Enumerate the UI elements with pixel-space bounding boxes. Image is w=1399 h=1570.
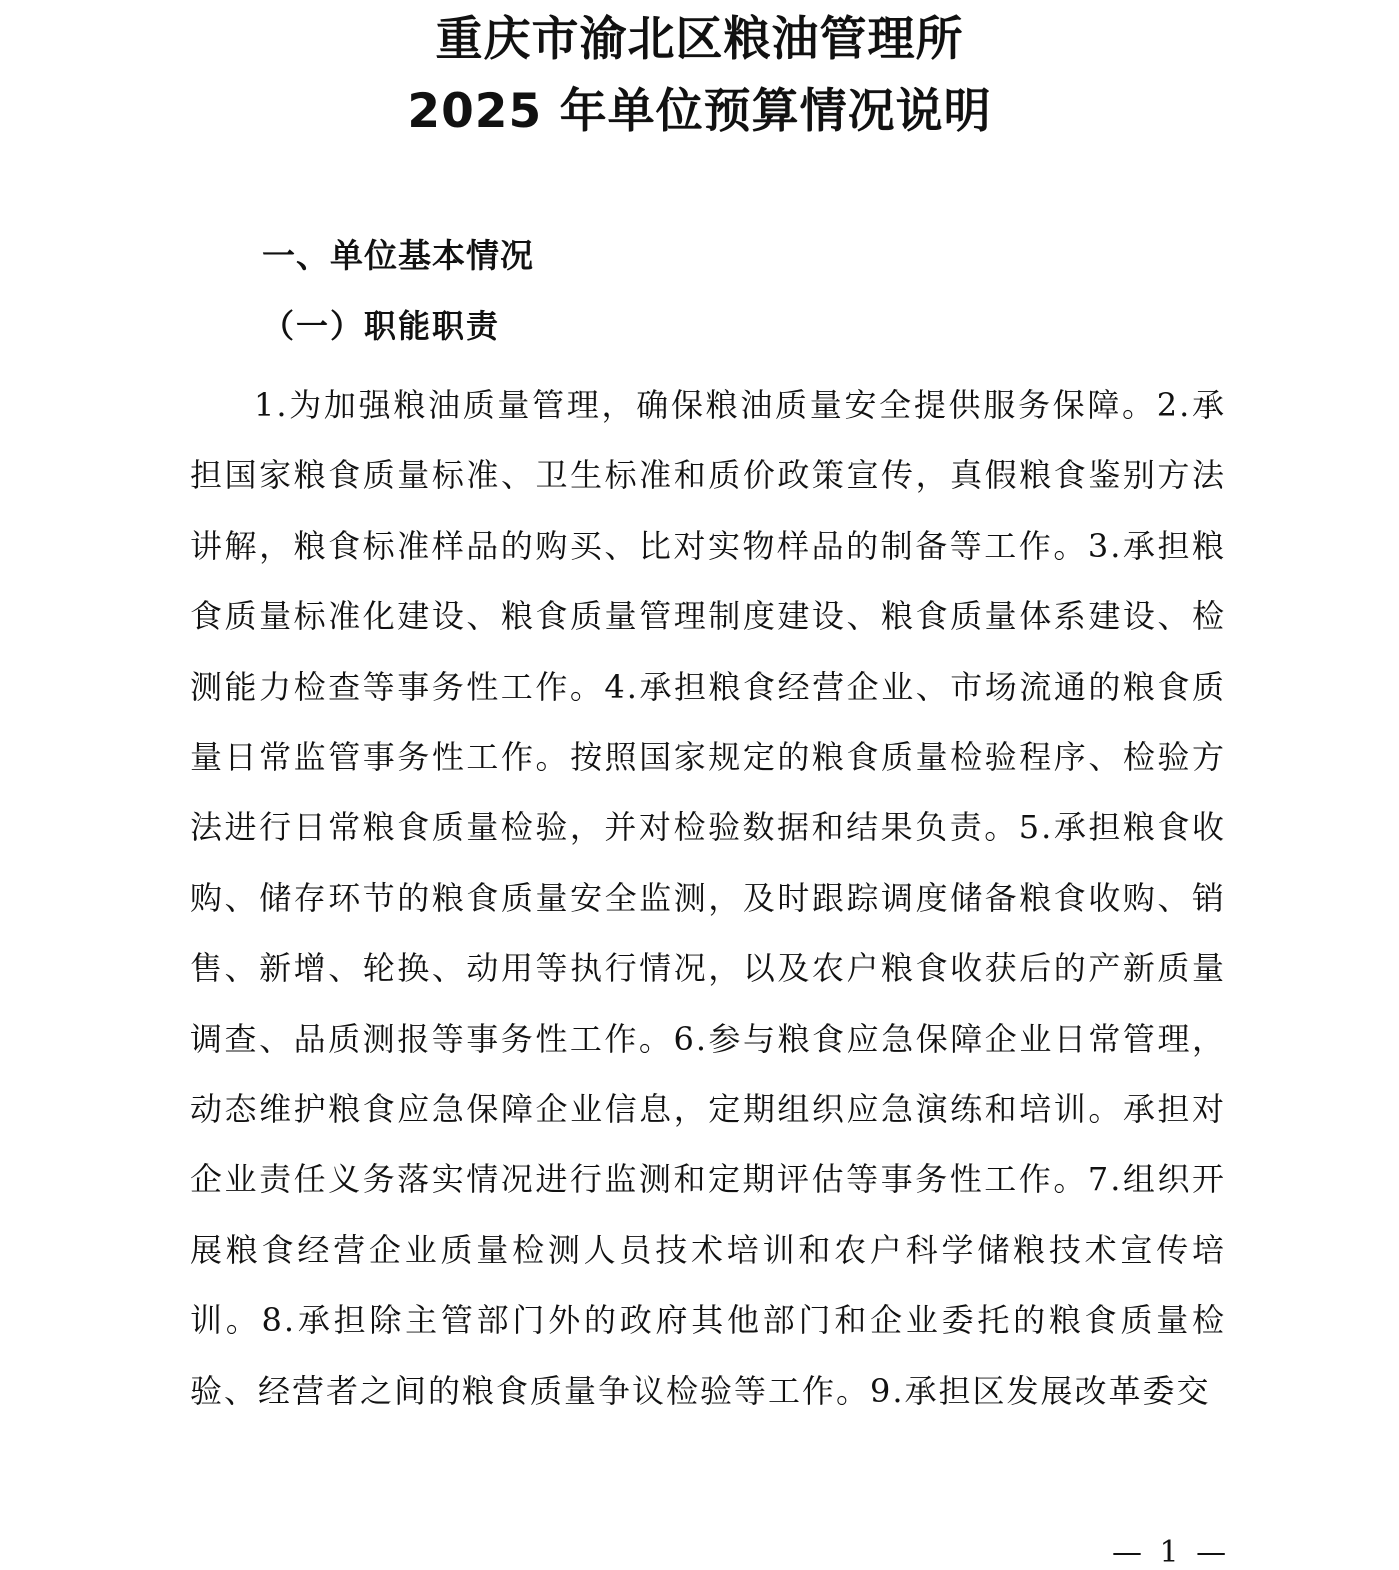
page-number: — 1 — xyxy=(1112,1535,1231,1570)
subsection-heading: （一）职能职责 xyxy=(262,307,501,345)
document-title-line2: 2025 年单位预算情况说明 xyxy=(407,84,992,139)
section-heading: 一、单位基本情况 xyxy=(262,236,534,275)
body-paragraph: 1.为加强粮油质量管理，确保粮油质量安全提供服务保障。2.承担国家粮食质量标准、卫生标准和质价政策宣传，真假粮食鉴别方法讲解，粮食标准样品的购买、比对实物样品的制备等工作。3.承担粮食质量标准化建设、粮食质量管理制度建设、粮食质量体系建设、检测能力检查等事务性工作。4.承担粮食经营企业、市场流通的粮食质量日常监管事务性工作。按照国家规定的粮食质量检验程序、检验方法进行日常粮食质量检验，并对检验数据和结果负责。5.承担粮食收购、储存环节的粮食质量安全监测，及时跟踪调度储备粮食收购、销售、新增、轮换、动用等执行情况，以及农户粮食收获后的产新质量调查、品质测报等事务性工作。6.参与粮食应急保障企业日常管理，动态维护粮食应急保障企业信息，定期组织应急演练和培训。承担对企业责任义务落实情况进行监测和定期评估等事务性工作。7.组织开展粮食经营企业质量检测人员技术培训和农户科学储粮技术宣传培训。8.承担除主管部门外的政府其他部门和企业委托的粮食质量检验、经营者之间的粮食质量争议检验等工作。9.承担区发展改革委交 xyxy=(190,386,1226,1410)
document-title-line1: 重庆市渝北区粮油管理所 xyxy=(435,12,964,67)
